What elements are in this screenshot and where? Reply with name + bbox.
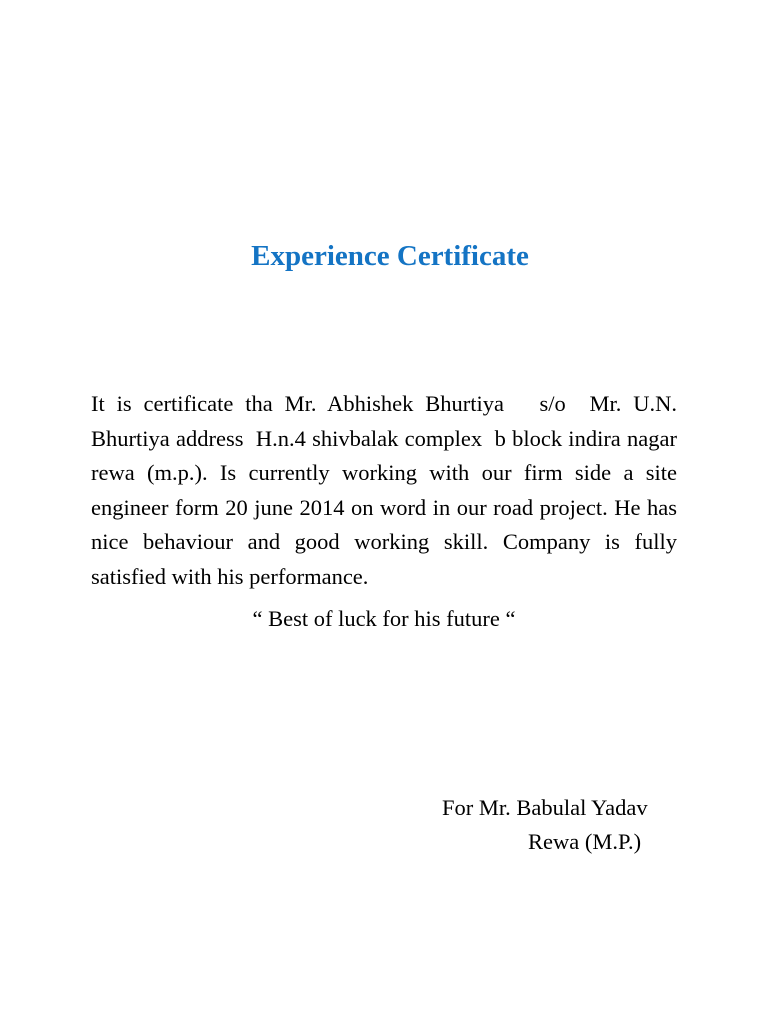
signature-place: Rewa (M.P.) [528,829,642,854]
signature-name: For Mr. Babulal Yadav [442,795,648,820]
best-wishes-line: “ Best of luck for his future “ [252,606,516,631]
document-title: Experience Certificate [251,240,529,272]
certificate-body: It is certificate tha Mr. Abhishek Bhurtiya s/o Mr. U.N. Bhurtiya address H.n.4 shivbalak complex b block indira nagar rewa (m.p.). Is currently working with our firm side a site engineer form 20 june 2014 on word in our road project. He has nice behaviour and good working skill. Company is fully satisfied with his performance. [91,391,683,589]
